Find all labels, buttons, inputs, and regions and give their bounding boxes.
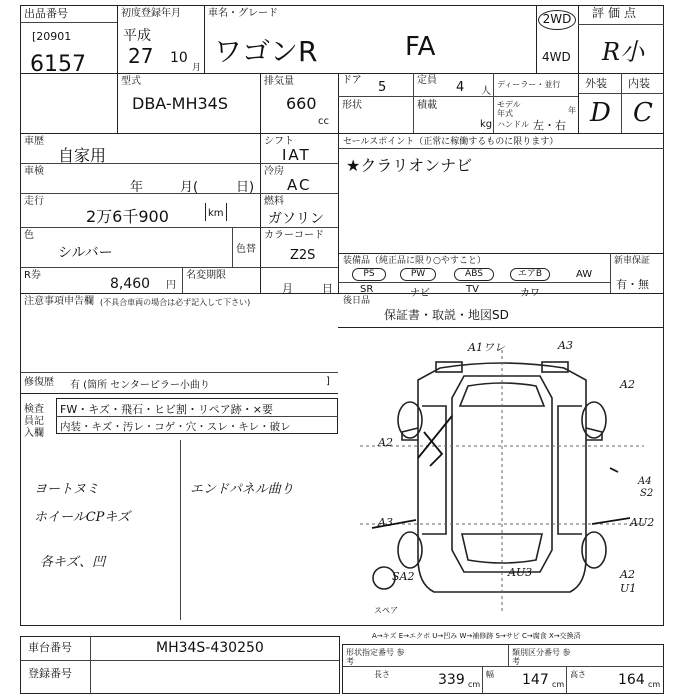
equip-aw: AW: [576, 269, 593, 280]
fuel-label: 燃料: [264, 196, 284, 207]
inspector-row2: 内装・キズ・汚レ・コゲ・穴・スレ・キレ・破レ: [60, 421, 291, 433]
width-label: 幅: [486, 670, 494, 679]
divider: [338, 148, 664, 149]
era: 平成: [123, 28, 151, 44]
divider: [20, 73, 664, 74]
drive-2wd-text: 2WD: [542, 12, 572, 26]
divider: [342, 666, 664, 667]
divider: [20, 660, 340, 661]
equip-sr: SR: [360, 284, 374, 295]
divider: [338, 282, 610, 283]
divider: [20, 393, 338, 394]
recycle-fee: 8,460: [110, 276, 151, 292]
color: シルバー: [58, 245, 113, 261]
divider: [536, 5, 537, 73]
cc-unit: cc: [318, 116, 329, 127]
color-change-label: 色替: [236, 244, 256, 255]
new-car-warranty: 有・無: [616, 278, 649, 291]
damage-label-a2-rear: A2: [620, 568, 635, 581]
divider: [232, 227, 233, 267]
divider: [413, 73, 414, 133]
divider: [338, 133, 339, 293]
reg-label: 登録番号: [28, 667, 72, 680]
damage-label-a4: A4: [638, 476, 652, 487]
inspector-row1: FW・キズ・飛石・ヒビ割・リペア跡・×要: [60, 403, 273, 416]
equip-airbag: [510, 268, 550, 281]
km-unit: km: [208, 208, 224, 219]
person-unit: 人: [481, 86, 491, 97]
equip-leather: カワ: [520, 288, 540, 299]
notes-label: 注意事項申告欄: [24, 296, 94, 307]
divider: [508, 644, 509, 666]
drive-4wd: 4WD: [542, 50, 571, 64]
repair-text: 有 (箇所 センターピラー小曲り: [70, 380, 210, 391]
accessories: 保証書・取説・地図SD: [384, 308, 509, 322]
color-code-label: カラーコード: [264, 230, 324, 241]
lot-code: [20901: [32, 30, 72, 43]
name-label: 車名・グレード: [208, 8, 278, 19]
equip-abs: [454, 268, 494, 281]
length-label: 長さ: [374, 670, 390, 679]
lot-number: 6157: [30, 52, 86, 77]
category: 自家用: [58, 146, 107, 165]
equip-airbag-text: エアB: [517, 269, 543, 279]
capacity-label: 定員: [417, 75, 437, 86]
doors: 5: [378, 80, 387, 95]
lot-label: 出品番号: [24, 7, 68, 20]
year-unit: 年: [568, 106, 576, 115]
divider: [182, 267, 183, 293]
divider: [204, 5, 205, 73]
inspector-label: 検査員記入欄: [24, 404, 44, 439]
damage-label-u1: U1: [620, 582, 637, 595]
notes-sub: (不具合車両の場合は必ず記入して下さい): [100, 298, 251, 307]
divider: [621, 73, 622, 133]
divider: [338, 253, 664, 254]
displacement: 660: [286, 94, 317, 113]
shift: IAT: [282, 146, 311, 164]
divider: [260, 73, 261, 133]
reg-month: 10: [170, 50, 188, 66]
width-unit: cm: [552, 680, 565, 689]
equip-ps-text: PS: [363, 269, 375, 279]
inspection-year: 年: [130, 180, 144, 195]
equipment-label: 装備品（純正品に限り○やすこと）: [343, 256, 486, 266]
equip-pw: [400, 268, 436, 281]
grade: FA: [405, 32, 436, 62]
divider: [610, 253, 611, 293]
handwritten-note-3: 各キズ、凹: [40, 555, 106, 570]
chassis-label: 車台番号: [28, 641, 72, 654]
inspection-day: 日): [236, 180, 255, 195]
capacity: 4: [456, 80, 465, 95]
equip-abs-text: ABS: [465, 269, 483, 279]
handle-label: ハンドル: [497, 120, 529, 129]
doors-label: ドア: [342, 75, 362, 86]
sales-point-label: セールスポイント（正常に稼働するものに限ります）: [343, 137, 559, 147]
divider: [20, 267, 338, 268]
change-label: 名変期限: [186, 270, 226, 281]
shift-label: シフト: [264, 136, 294, 147]
damage-label-a2-left: A2: [378, 436, 393, 449]
color-code: Z2S: [290, 248, 316, 263]
sales-point: ★クラリオンナビ: [346, 156, 473, 175]
ac-label: 冷房: [264, 166, 284, 177]
ac: AC: [287, 176, 312, 194]
mileage-label: 走行: [24, 196, 44, 207]
handwritten-note-2: ホイールCPキズ: [34, 510, 131, 525]
divider: [578, 24, 664, 25]
reg-year: 27: [128, 44, 154, 68]
divider: [260, 133, 261, 293]
damage-label-sa2: SA2: [392, 570, 415, 583]
fuel: ガソリン: [268, 211, 324, 227]
divider: [493, 73, 494, 133]
height-unit: cm: [648, 680, 661, 689]
divider: [117, 5, 118, 133]
exterior-grade: D: [590, 98, 611, 128]
model-year-label: モデル 年式: [497, 100, 521, 118]
kg-unit: kg: [480, 119, 493, 130]
new-car-warranty-label: 新車保証: [614, 256, 651, 266]
spare-label: スペア: [374, 606, 398, 615]
shape-label: 形状: [342, 100, 362, 111]
divider: [20, 133, 664, 134]
equip-tv: TV: [466, 284, 479, 295]
mileage: 2万6千900: [86, 207, 169, 226]
divider: [20, 293, 664, 294]
height: 164: [618, 672, 645, 688]
repair-bracket: ]: [326, 376, 330, 387]
divider: [338, 73, 339, 133]
car-diagram: [340, 328, 664, 626]
color-label: 色: [24, 230, 34, 241]
handwritten-note-right: エンドパネル曲り: [190, 482, 294, 497]
category-label: 車歴: [24, 136, 44, 147]
recycle-label: R券: [24, 270, 41, 281]
length: 339: [438, 672, 465, 688]
divider: [20, 372, 338, 373]
handwritten-note-1: ヨートヌミ: [34, 482, 100, 497]
first-reg-label: 初度登録年月: [121, 8, 181, 19]
divider: [180, 440, 181, 620]
equip-pw-text: PW: [410, 269, 426, 279]
damage-label-au2: AU2: [630, 516, 655, 529]
displacement-label: 排気量: [264, 76, 294, 87]
class-label: 類別区分番号 参考: [512, 648, 571, 666]
cert-label: 形状指定番号 参考: [346, 648, 405, 666]
eval-label: 評価点: [592, 6, 641, 20]
car-name: ワゴンR: [214, 35, 318, 68]
drive-2wd: [538, 10, 576, 30]
repair-label: 修復歴: [24, 377, 54, 388]
damage-label-a3-left: A3: [378, 516, 393, 529]
chassis: MH34S-430250: [156, 640, 264, 656]
damage-label-a1: A1ワレ: [468, 341, 505, 354]
inspection-month: 月(: [180, 180, 199, 195]
dealer-label: ディーラー・並行: [497, 80, 561, 89]
damage-label-a3-top: A3: [558, 339, 573, 352]
accessories-label: 後日品: [343, 296, 371, 306]
equip-ps: [352, 268, 386, 281]
model-label: 型式: [121, 76, 141, 87]
payload-label: 積載: [417, 100, 437, 111]
equip-navi: ナビ: [410, 288, 430, 299]
width: 147: [522, 672, 549, 688]
damage-label-s2: S2: [640, 488, 654, 499]
interior-grade: C: [633, 98, 653, 128]
height-label: 高さ: [570, 670, 586, 679]
month-unit: 月: [192, 63, 202, 73]
yen-unit: 円: [166, 280, 176, 291]
damage-label-a2-right: A2: [620, 378, 635, 391]
eval-score: R小: [602, 38, 645, 66]
divider: [566, 666, 567, 694]
exterior-label: 外装: [585, 77, 607, 90]
divider: [90, 636, 91, 694]
interior-label: 内装: [628, 77, 650, 90]
change-month: 月: [282, 282, 293, 295]
model: DBA-MH34S: [132, 94, 229, 113]
damage-legend: A→キズ E→エクボ U→凹み W→補修跡 S→サビ C→腐食 X→交換済: [372, 632, 581, 640]
length-unit: cm: [468, 680, 481, 689]
divider: [482, 666, 483, 694]
inspection-label: 車検: [24, 166, 44, 177]
change-day: 日: [322, 282, 333, 295]
divider: [338, 96, 578, 97]
handle-value: 左・右: [533, 119, 566, 132]
divider: [20, 22, 117, 23]
damage-label-au3: AU3: [508, 566, 533, 579]
